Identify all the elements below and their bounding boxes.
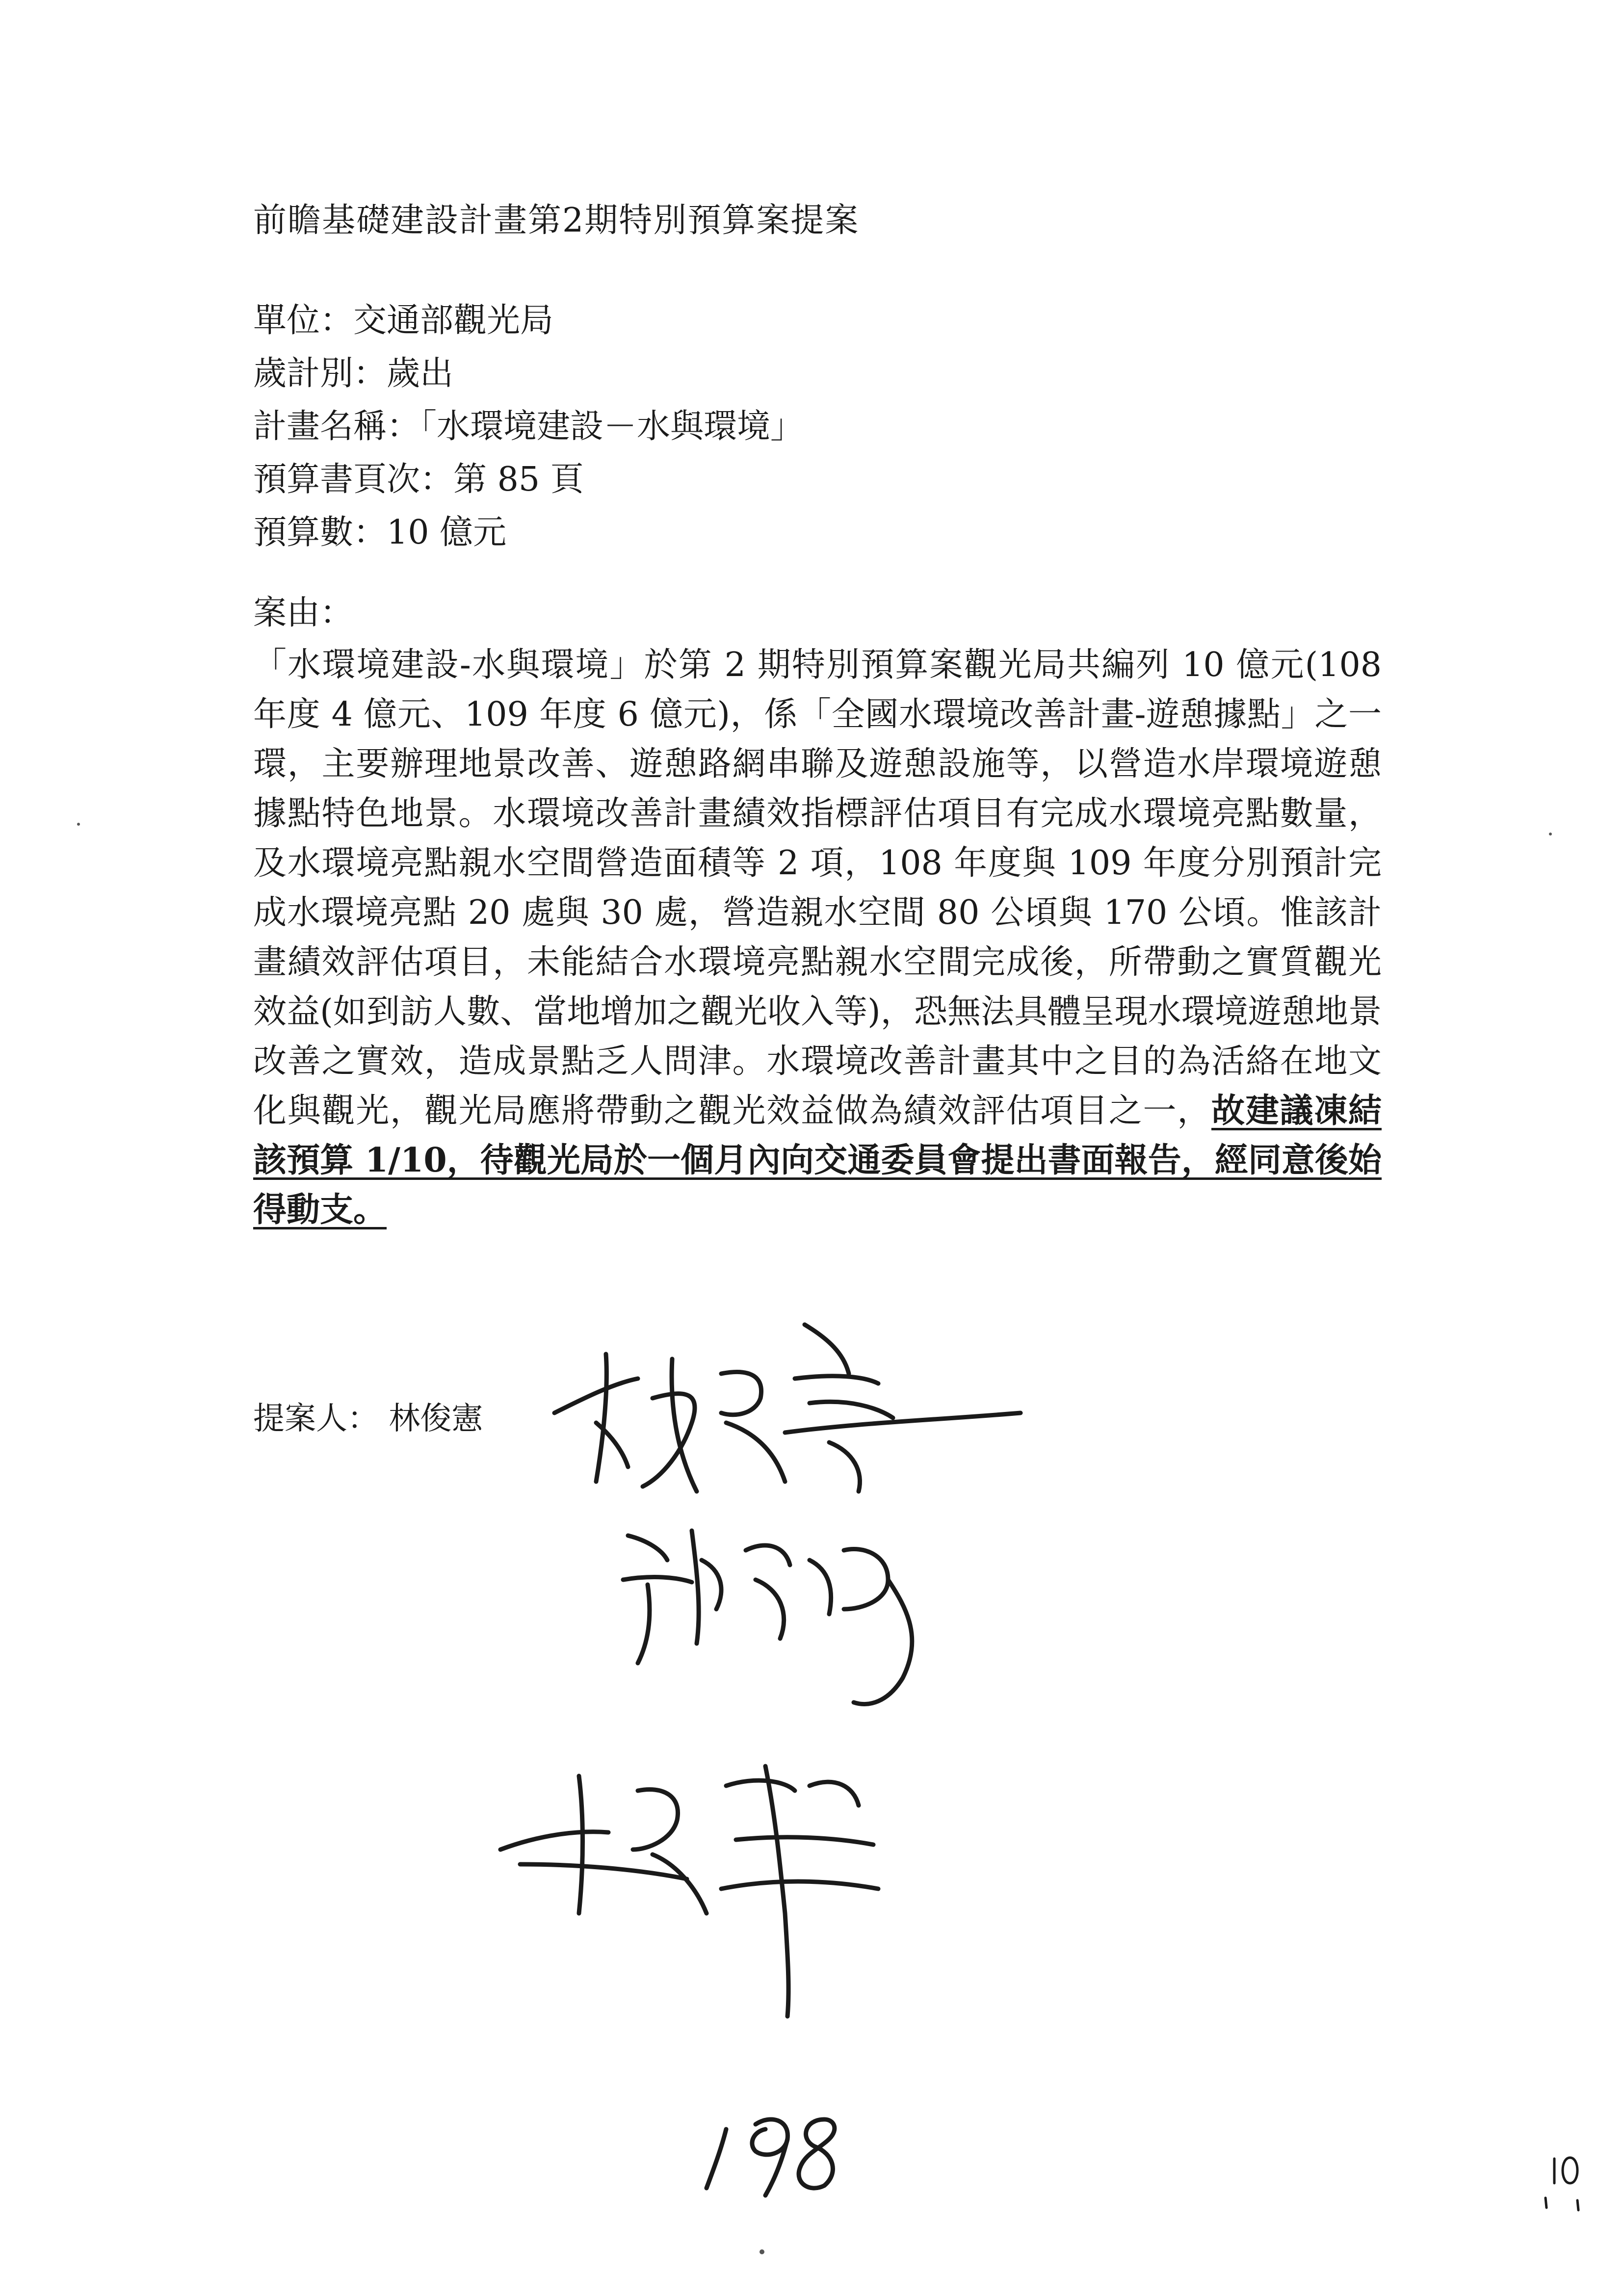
reason-body-text: 「水環境建設-水與環境」於第 2 期特別預算案觀光局共編列 10 億元(108 年度 4 億元、109 年度 6 億元)，係「全國水環境改善計畫-遊憩據點」之一環，主要辦理地景改善、遊憩路網串聯及遊憩設施等，以營造水岸環境遊憩據點特色地景。水環境改善計畫績效指標評估項目有完成水環境亮點數量，及水環境亮點親水空間營造面積等 2 項，108 年度與 109 年度分別預計完成水環境亮點 20 處與 30 處，營造親水空間 80 公頃與 170 公頃。惟該計畫績效評估項目，未能結合水環境亮點親水空間完成後，所帶動之實質觀光效益(如到訪人數、當地增加之觀光收入等)，恐無法具體呈現水環境遊憩地景改善之實效，造成景點乏人問津。水環境改善計畫其中之目的為活絡在地文化與觀光，觀光局應將帶動之觀光效益做為績效評估項目之一， (253, 646, 1382, 1130)
page-number-text (736, 2090, 773, 2113)
reason-body-emphasis: 故建議凍結該預算 1/10，待觀光局於一個月內向交通委員會提出書面報告，經同意後始得動支。 (253, 1091, 1382, 1229)
meta-block (253, 294, 804, 559)
meta-amount: 預算數：10 億元 (253, 513, 507, 552)
signature-1 (554, 1325, 1021, 1491)
proposer-label: 提案人： (253, 1401, 379, 1437)
proposer-line (253, 1393, 483, 1438)
meta-plan-name: 計畫名稱：「水環境建設－水與環境」 (253, 407, 804, 446)
reason-body (253, 640, 1382, 1235)
handwritten-page-number (707, 2119, 835, 2195)
document-title: 前瞻基礎建設計畫第2期特別預算案提案 (253, 201, 860, 240)
meta-page-ref: 預算書頁次：第 85 頁 (253, 460, 584, 499)
corner-mark (1545, 2158, 1578, 2210)
meta-budget-type: 歲計別：歲出 (253, 354, 454, 393)
signature-2 (623, 1531, 912, 1704)
proposer-name: 林俊憲 (389, 1401, 483, 1437)
reason-label: 案由： (253, 594, 354, 632)
corner-mark-text (1521, 2149, 1546, 2171)
signature-3 (500, 1766, 878, 2016)
meta-unit: 單位：交通部觀光局 (253, 301, 554, 340)
